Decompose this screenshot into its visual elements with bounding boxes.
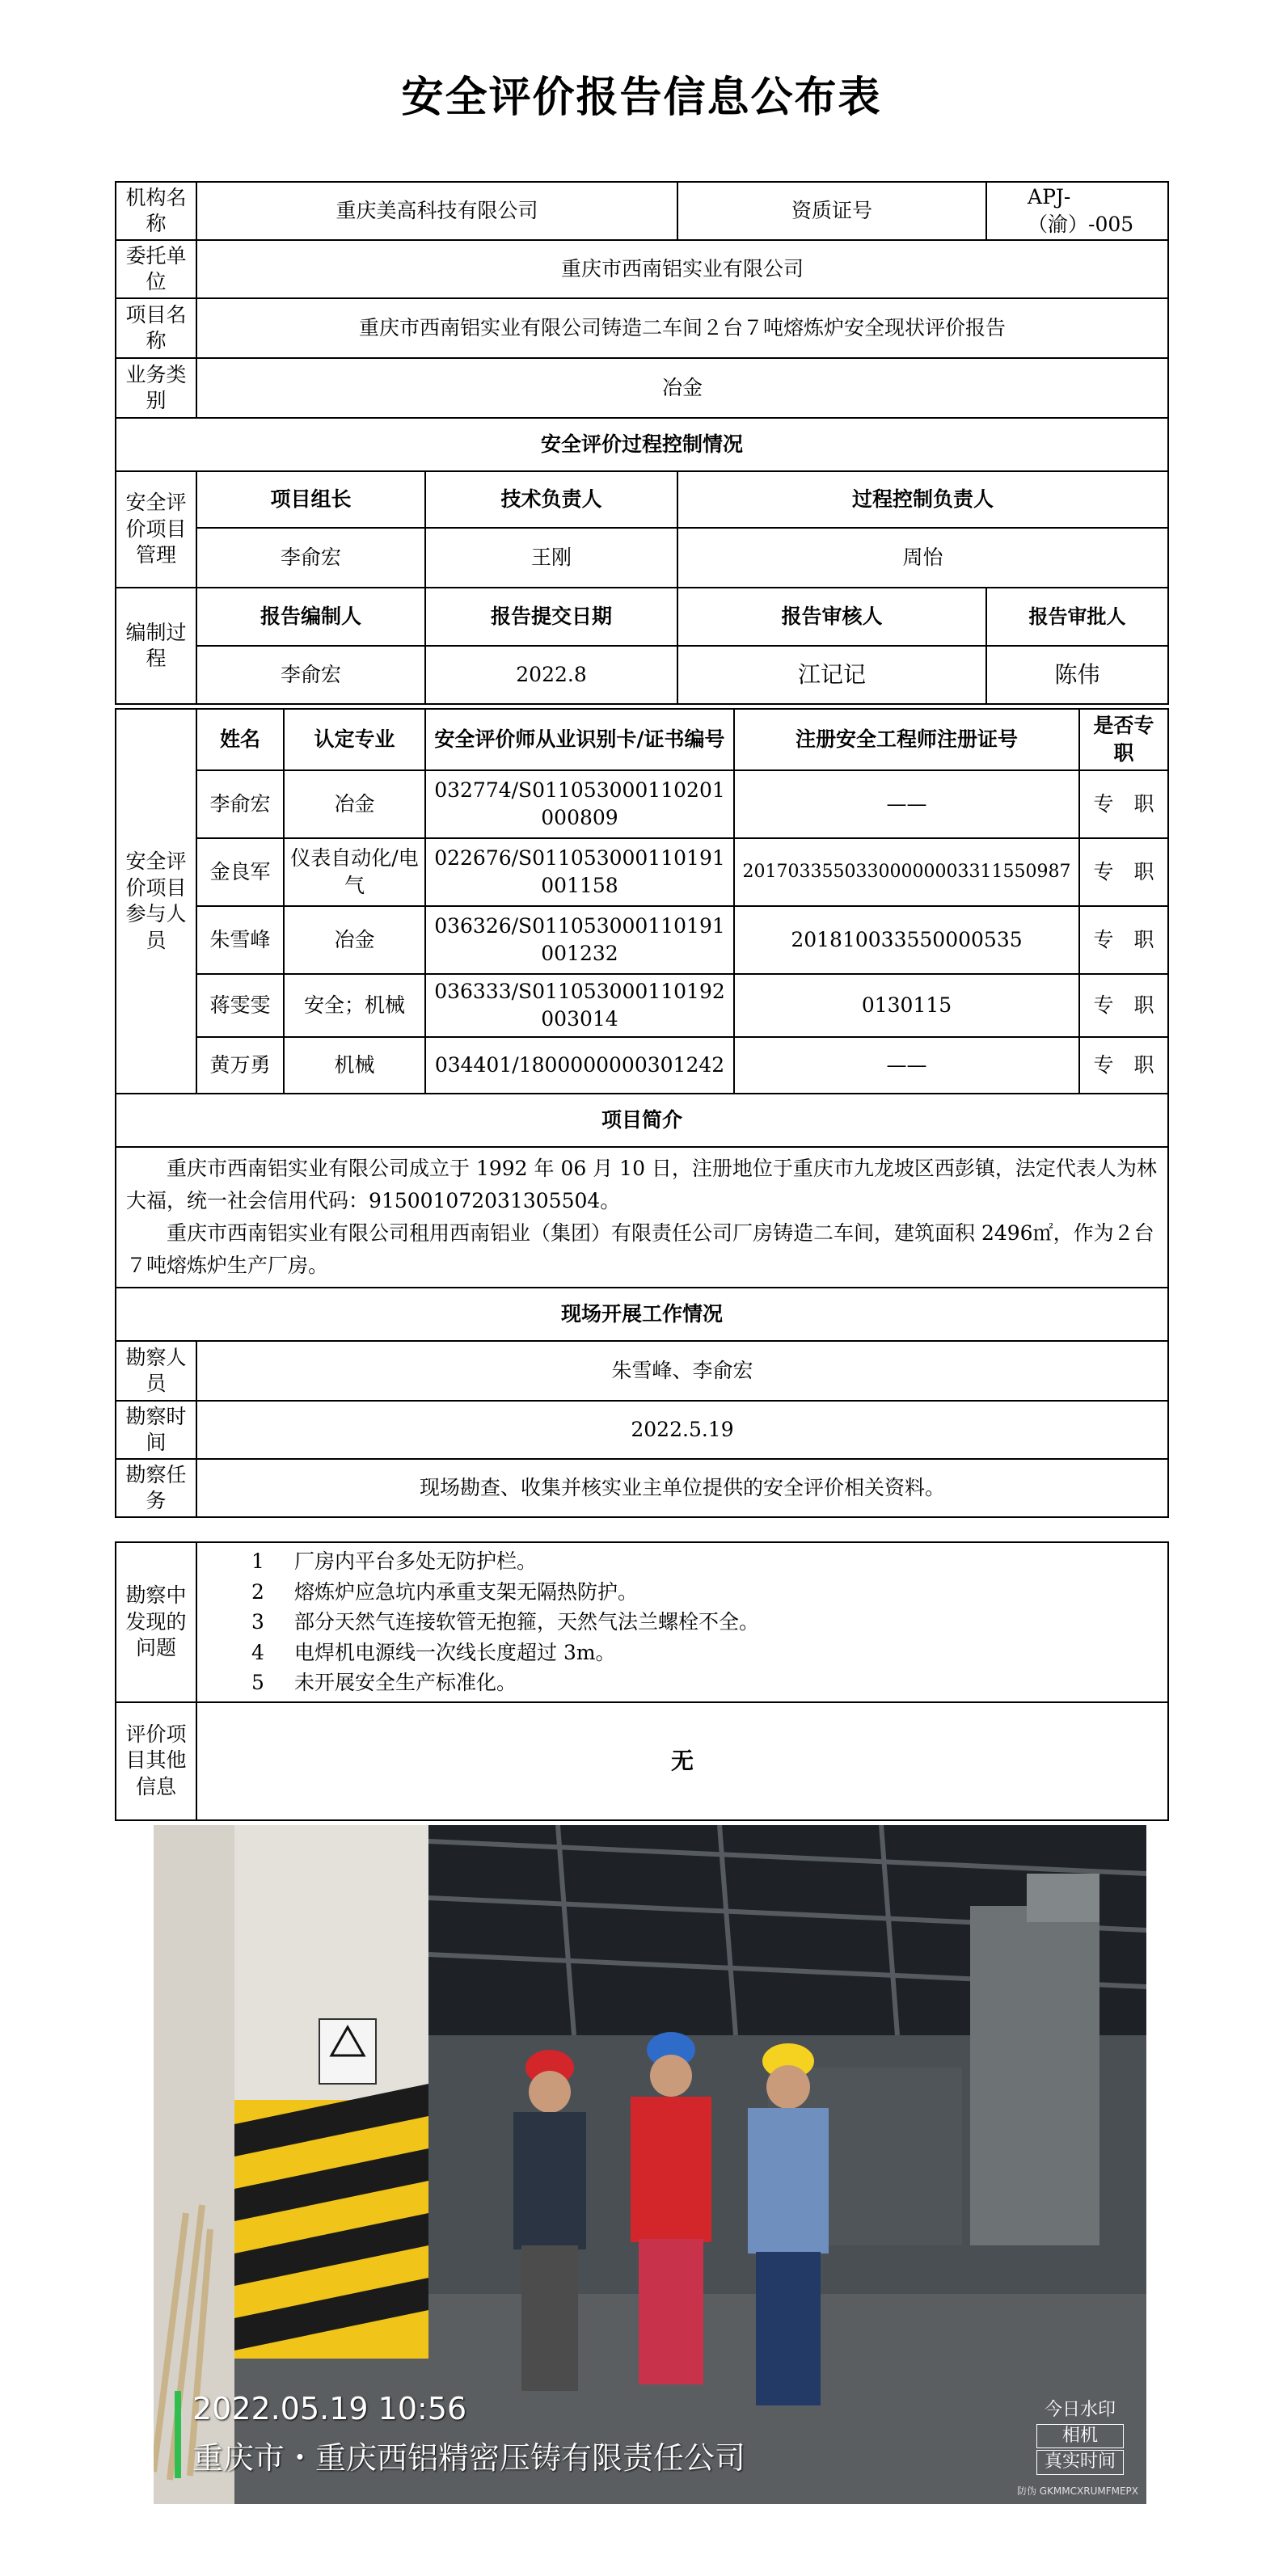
- list-item: [205, 1546, 1159, 1577]
- photo-timestamp: 2022.05.19 10:56: [192, 2391, 467, 2426]
- table-row: [116, 838, 1168, 906]
- part-name: 金良军: [196, 838, 284, 906]
- list-item: [205, 1607, 1159, 1638]
- mgmt-control: 周怡: [677, 528, 1168, 588]
- findings-label: 勘察中发现的问题: [116, 1542, 196, 1702]
- part-major: 冶金: [284, 906, 425, 974]
- part-cert: 036326/S011053000110191001232: [425, 906, 734, 974]
- part-cert: 022676/S011053000110191001158: [425, 838, 734, 906]
- watermark-line-2: 相机: [1036, 2424, 1124, 2449]
- compile-approver: 陈伟: [986, 646, 1168, 704]
- table-row: [116, 770, 1168, 838]
- project-value: 重庆市西南铝实业有限公司铸造二车间２台７吨熔炼炉安全现状评价报告: [196, 298, 1168, 358]
- info-table: [115, 181, 1169, 705]
- watermark-line-3: 真实时间: [1036, 2450, 1124, 2475]
- other-label: 评价项目其他信息: [116, 1702, 196, 1820]
- compile-label: 编制过程: [116, 588, 196, 704]
- table-row: [116, 906, 1168, 974]
- participants-table: [115, 708, 1169, 1518]
- part-major: 安全；机械: [284, 974, 425, 1037]
- part-header-cert: 安全评价师从业识别卡/证书编号: [425, 709, 734, 770]
- qual-number: APJ-（渝）-005: [986, 182, 1168, 240]
- part-major: 机械: [284, 1037, 425, 1094]
- compile-reviewer: 江记记: [677, 646, 986, 704]
- compile-header-author: 报告编制人: [196, 588, 425, 646]
- part-reg: 20170335503300000003311550987: [734, 838, 1079, 906]
- part-cert: 032774/S011053000110201000809: [425, 770, 734, 838]
- part-name: 蒋雯雯: [196, 974, 284, 1037]
- part-header-fulltime: 是否专职: [1079, 709, 1168, 770]
- part-header-major: 认定专业: [284, 709, 425, 770]
- watermark-line-1: 今日水印: [1044, 2400, 1116, 2420]
- part-cert: 034401/1800000000301242: [425, 1037, 734, 1094]
- compile-date: 2022.8: [425, 646, 677, 704]
- list-item: [205, 1667, 1159, 1698]
- part-fulltime: 专 职: [1079, 906, 1168, 974]
- table-row: [116, 974, 1168, 1037]
- watermark-logo: [1032, 2399, 1129, 2477]
- project-label: 项目名称: [116, 298, 196, 358]
- mgmt-header-control: 过程控制负责人: [677, 471, 1168, 528]
- compile-header-date: 报告提交日期: [425, 588, 677, 646]
- finding-num: 4: [251, 1640, 264, 1664]
- part-fulltime: 专 职: [1079, 1037, 1168, 1094]
- finding-num: 2: [251, 1579, 264, 1604]
- part-cert: 036333/S011053000110192003014: [425, 974, 734, 1037]
- part-reg: ——: [734, 770, 1079, 838]
- table-row: [116, 1037, 1168, 1094]
- client-value: 重庆市西南铝实业有限公司: [196, 240, 1168, 298]
- part-name: 朱雪峰: [196, 906, 284, 974]
- org-name: 重庆美高科技有限公司: [196, 182, 677, 240]
- part-name: 李俞宏: [196, 770, 284, 838]
- part-reg: 201810033550000535: [734, 906, 1079, 974]
- intro-paragraph-2: 重庆市西南铝实业有限公司租用西南铝业（集团）有限责任公司厂房铸造二车间，建筑面积 2496㎡，作为２台７吨熔炼炉生产厂房。: [126, 1221, 1154, 1277]
- part-fulltime: 专 职: [1079, 770, 1168, 838]
- part-header-reg: 注册安全工程师注册证号: [734, 709, 1079, 770]
- finding-text: 部分天然气连接软管无抱箍，天然气法兰螺栓不全。: [294, 1610, 760, 1634]
- intro-paragraph-1: 重庆市西南铝实业有限公司成立于 1992 年 06 月 10 日，注册地位于重庆市九龙坡区西彭镇，法定代表人为林大福，统一社会信用代码：915001072031305504。: [126, 1157, 1157, 1212]
- mgmt-header-tech: 技术负责人: [425, 471, 677, 528]
- process-section-title: 安全评价过程控制情况: [116, 418, 1168, 471]
- site-photo: [154, 1825, 1146, 2504]
- part-name: 黄万勇: [196, 1037, 284, 1094]
- part-fulltime: 专 职: [1079, 974, 1168, 1037]
- participants-label: 安全评价项目参与人员: [116, 709, 196, 1094]
- mgmt-header-leader: 项目组长: [196, 471, 425, 528]
- site-task: 现场勘查、收集并核实业主单位提供的安全评价相关资料。: [196, 1459, 1168, 1517]
- org-name-label: 机构名称: [116, 182, 196, 240]
- site-staff-label: 勘察人员: [116, 1341, 196, 1401]
- mgmt-tech: 王刚: [425, 528, 677, 588]
- mgmt-leader: 李俞宏: [196, 528, 425, 588]
- compile-author: 李俞宏: [196, 646, 425, 704]
- findings-table: [115, 1541, 1169, 1821]
- finding-text: 熔炼炉应急坑内承重支架无隔热防护。: [294, 1579, 639, 1604]
- list-item: [205, 1577, 1159, 1608]
- compile-header-approver: 报告审批人: [986, 588, 1168, 646]
- watermark-code: 防伪 GKMMCXRUMFMEPX: [1016, 2485, 1138, 2497]
- finding-num: 1: [251, 1549, 264, 1573]
- compile-header-reviewer: 报告审核人: [677, 588, 986, 646]
- finding-text: 厂房内平台多处无防护栏。: [294, 1549, 538, 1573]
- watermark-bar: [175, 2391, 181, 2478]
- business-value: 冶金: [196, 358, 1168, 418]
- finding-num: 3: [251, 1610, 264, 1634]
- client-label: 委托单位: [116, 240, 196, 298]
- site-time-label: 勘察时间: [116, 1401, 196, 1459]
- qual-label: 资质证号: [677, 182, 986, 240]
- part-reg: 0130115: [734, 974, 1079, 1037]
- site-title: 现场开展工作情况: [116, 1288, 1168, 1341]
- part-reg: ——: [734, 1037, 1079, 1094]
- site-staff: 朱雪峰、李俞宏: [196, 1341, 1168, 1401]
- other-value: 无: [196, 1702, 1168, 1820]
- finding-text: 电焊机电源线一次线长度超过 3m。: [294, 1640, 616, 1664]
- part-fulltime: 专 职: [1079, 838, 1168, 906]
- site-time: 2022.5.19: [196, 1401, 1168, 1459]
- intro-body: [116, 1147, 1168, 1288]
- part-major: 仪表自动化/电气: [284, 838, 425, 906]
- finding-text: 未开展安全生产标准化。: [294, 1671, 517, 1694]
- business-label: 业务类别: [116, 358, 196, 418]
- findings-list: [196, 1542, 1168, 1702]
- page-title: 安全评价报告信息公布表: [401, 74, 882, 122]
- intro-title: 项目简介: [116, 1094, 1168, 1147]
- part-major: 冶金: [284, 770, 425, 838]
- site-task-label: 勘察任务: [116, 1459, 196, 1517]
- list-item: [205, 1638, 1159, 1668]
- management-label: 安全评价项目管理: [116, 471, 196, 588]
- finding-num: 5: [251, 1671, 264, 1694]
- photo-location: 重庆市・重庆西铝精密压铸有限责任公司: [192, 2440, 746, 2476]
- part-header-name: 姓名: [196, 709, 284, 770]
